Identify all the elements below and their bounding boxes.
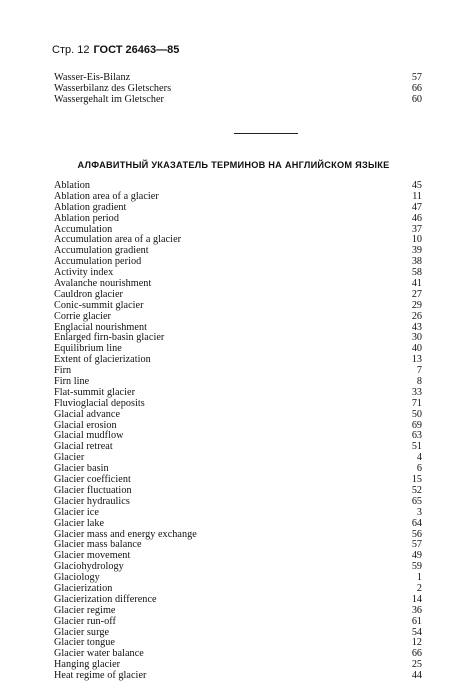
entry-term: Glacial advance: [54, 408, 121, 420]
entry-term: Glacier coefficient: [54, 474, 131, 486]
section-title: АЛФАВИТНЫЙ УКАЗАТЕЛЬ ТЕРМИНОВ НА АНГЛИЙСКОМ ЯЗЫКЕ: [77, 160, 390, 170]
entry-page-number: 71: [411, 397, 422, 409]
index-entry: [54, 355, 422, 366]
entry-term: Accumulation gradient: [54, 245, 149, 257]
index-entry: [54, 453, 422, 464]
index-entry: [54, 519, 422, 530]
entry-term: Glaciology: [54, 572, 100, 584]
entry-term: Accumulation area of a glacier: [54, 234, 182, 246]
entry-page-number: 36: [411, 604, 422, 616]
entry-term: Glacier mass and energy exchange: [54, 528, 197, 540]
entry-term: Glacier run-off: [54, 615, 116, 627]
entry-term: Enlarged firn-basin glacier: [54, 332, 165, 344]
entry-term: Avalanche nourishment: [54, 278, 152, 290]
entry-page-number: 45: [411, 180, 422, 191]
entry-page-number: 29: [411, 299, 422, 311]
entry-page-number: 30: [411, 332, 422, 344]
section-divider: [234, 133, 298, 134]
index-entry: [54, 366, 422, 377]
entry-page-number: 40: [411, 343, 422, 355]
entry-term: Firn: [54, 365, 72, 377]
entry-page-number: 4: [416, 452, 422, 464]
entry-page-number: 52: [411, 484, 422, 496]
entry-page-number: 7: [416, 365, 422, 377]
entry-page-number: 61: [411, 615, 422, 627]
entry-term: Englacial nourishment: [54, 321, 147, 333]
entry-term: Cauldron glacier: [54, 288, 123, 300]
index-entry: [54, 508, 422, 519]
entry-term: Glacial erosion: [54, 419, 117, 431]
entry-term: Ablation: [54, 180, 91, 191]
entry-page-number: 66: [411, 648, 422, 660]
entry-term: Glacier hydraulics: [54, 495, 130, 507]
entry-page-number: 57: [411, 72, 422, 83]
entry-page-number: 6: [416, 463, 422, 475]
entry-term: Glacial retreat: [54, 441, 113, 453]
standard-number: ГОСТ 26463—85: [93, 44, 180, 56]
entry-page-number: 12: [411, 637, 422, 649]
entry-term: Glacier movement: [54, 550, 131, 562]
entry-term: Accumulation: [54, 223, 113, 235]
entry-term: Flat-summit glacier: [54, 386, 136, 398]
entry-term: Glacier ice: [54, 506, 99, 518]
entry-page-number: 26: [411, 310, 422, 322]
entry-page-number: 46: [411, 212, 422, 224]
page-label: Стр. 12: [52, 44, 90, 56]
index-entry: [54, 606, 422, 617]
entry-page-number: 64: [411, 517, 422, 529]
index-entry: [54, 442, 422, 453]
entry-term: Activity index: [54, 267, 114, 279]
entry-page-number: 66: [411, 82, 422, 94]
entry-page-number: 58: [411, 267, 422, 279]
entry-term: Firn line: [54, 376, 90, 388]
entry-page-number: 44: [411, 670, 422, 682]
index-entry: [54, 671, 422, 682]
index-entry: [54, 95, 422, 106]
entry-page-number: 1: [416, 572, 422, 584]
entry-term: Equilibrium line: [54, 343, 122, 355]
entry-term: Wasserbilanz des Gletschers: [54, 82, 172, 94]
entry-term: Glacier surge: [54, 626, 110, 638]
entry-page-number: 49: [411, 550, 422, 562]
entry-term: Ablation gradient: [54, 201, 127, 213]
entry-term: Wassergehalt im Gletscher: [54, 93, 165, 105]
entry-term: Glacier: [54, 452, 85, 464]
entry-term: Extent of glacierization: [54, 354, 151, 366]
entry-page-number: 37: [411, 223, 422, 235]
entry-term: Glacier basin: [54, 463, 109, 475]
entry-page-number: 59: [411, 561, 422, 573]
entry-term: Glacierization: [54, 582, 113, 594]
entry-term: Glacier tongue: [54, 637, 115, 649]
entry-term: Glacier regime: [54, 604, 116, 616]
entry-term: Glacierization difference: [54, 593, 157, 605]
entry-term: Hanging glacier: [54, 659, 121, 671]
entry-page-number: 60: [411, 93, 422, 105]
entry-page-number: 2: [416, 582, 422, 594]
index-entry: [54, 497, 422, 508]
index-entry: [54, 214, 422, 225]
entry-term: Corrie glacier: [54, 310, 111, 322]
entry-page-number: 56: [411, 528, 422, 540]
entry-page-number: 15: [411, 474, 422, 486]
entry-term: Fluvioglacial deposits: [54, 397, 145, 409]
entry-page-number: 38: [411, 256, 422, 268]
index-entry: [54, 410, 422, 421]
entry-term: Accumulation period: [54, 256, 142, 268]
index-entry: [54, 660, 422, 671]
entry-page-number: 39: [411, 245, 422, 257]
entry-page-number: 51: [411, 441, 422, 453]
entry-term: Ablation period: [54, 212, 119, 224]
entry-term: Glacier water balance: [54, 648, 144, 660]
entry-page-number: 57: [411, 539, 422, 551]
page-header: [52, 44, 179, 56]
entry-page-number: 50: [411, 408, 422, 420]
index-entry: [54, 312, 422, 323]
entry-page-number: 63: [411, 430, 422, 442]
entry-page-number: 54: [411, 626, 422, 638]
entry-page-number: 14: [411, 593, 422, 605]
entry-term: Glaciohydrology: [54, 561, 124, 573]
entry-term: Glacial mudflow: [54, 430, 124, 442]
entry-term: Wasser-Eis-Bilanz: [54, 72, 131, 83]
entry-page-number: 8: [416, 376, 422, 388]
entry-page-number: 3: [416, 506, 422, 518]
entry-page-number: 65: [411, 495, 422, 507]
entry-page-number: 69: [411, 419, 422, 431]
index-entry: [54, 617, 422, 628]
entry-term: Conic-summit glacier: [54, 299, 144, 311]
entry-page-number: 25: [411, 659, 422, 671]
entry-page-number: 13: [411, 354, 422, 366]
entry-term: Glacier mass balance: [54, 539, 142, 551]
entry-page-number: 27: [411, 288, 422, 300]
index-entry: [54, 562, 422, 573]
entry-page-number: 47: [411, 201, 422, 213]
entry-page-number: 33: [411, 386, 422, 398]
entry-page-number: 10: [411, 234, 422, 246]
entry-term: Ablation area of a glacier: [54, 190, 159, 202]
entry-page-number: 41: [411, 278, 422, 290]
entry-term: Glacier lake: [54, 517, 105, 529]
english-terms-index: [54, 181, 422, 682]
entry-term: Glacier fluctuation: [54, 484, 132, 496]
entry-page-number: 43: [411, 321, 422, 333]
entry-term: Heat regime of glacier: [54, 670, 147, 682]
german-terms-list: [54, 73, 422, 106]
entry-page-number: 11: [412, 190, 422, 202]
